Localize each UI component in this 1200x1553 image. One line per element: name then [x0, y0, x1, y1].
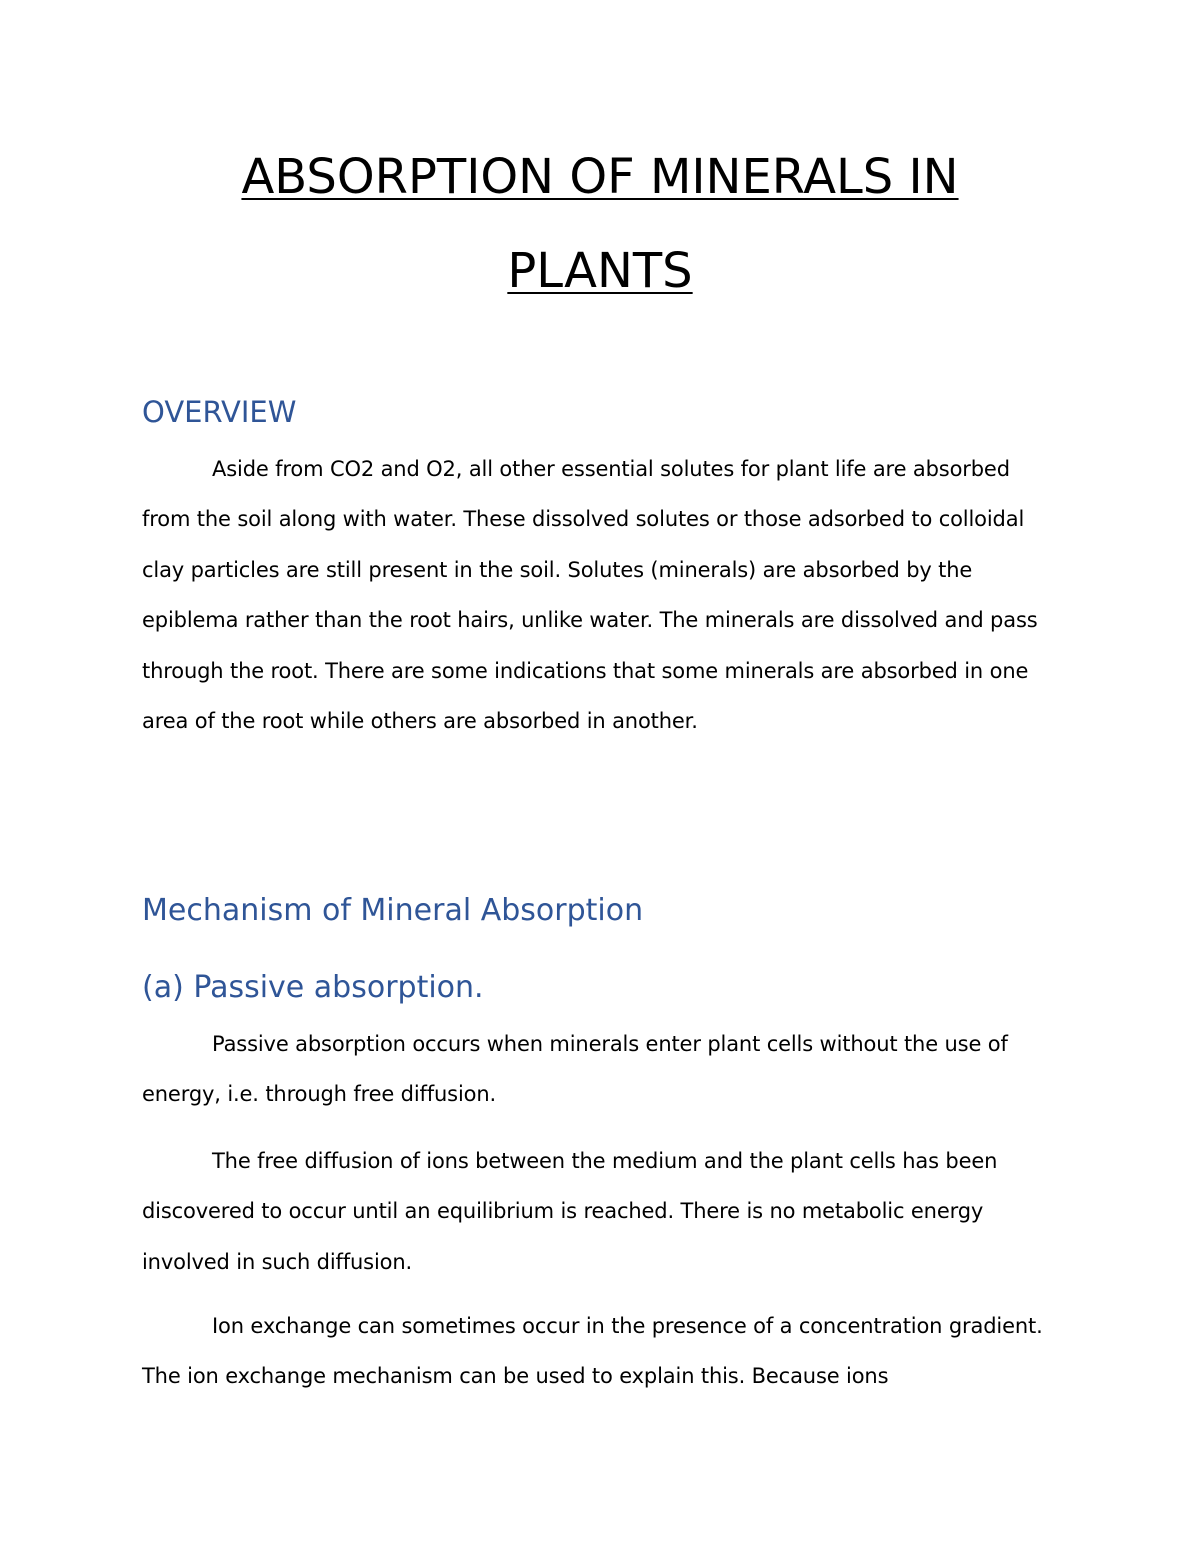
passive-paragraph-2: The free diffusion of ions between the medium and the plant cells has been discovered to occur until an equilibrium is reached. There is no metabolic energy involved in such diffusion.: [142, 1149, 998, 1274]
mechanism-heading: Mechanism of Mineral Absorption: [142, 893, 644, 928]
passive-absorption-heading: (a) Passive absorption.: [142, 970, 484, 1005]
overview-paragraph: Aside from CO2 and O2, all other essential solutes for plant life are absorbed from the soil along with water. These dissolved solutes or those adsorbed to colloidal clay particles are still present in the soil. Solutes (minerals) are absorbed by the epiblema rather than the root hairs, unlike water. The minerals are dissolved and pass through the root. There are some indications that some minerals are absorbed in one area of the root while others are absorbed in another.: [142, 457, 1038, 734]
document-title-line-2: PLANTS: [507, 243, 693, 299]
document-title-line-1: ABSORPTION OF MINERALS IN: [241, 149, 959, 205]
passive-paragraph-1: Passive absorption occurs when minerals enter plant cells without the use of energy, i.e. through free diffusion.: [142, 1032, 1008, 1107]
passive-paragraph-3: Ion exchange can sometimes occur in the presence of a concentration gradient. The ion exchange mechanism can be used to explain this. Because ions: [142, 1314, 1043, 1389]
overview-heading: OVERVIEW: [142, 395, 297, 429]
